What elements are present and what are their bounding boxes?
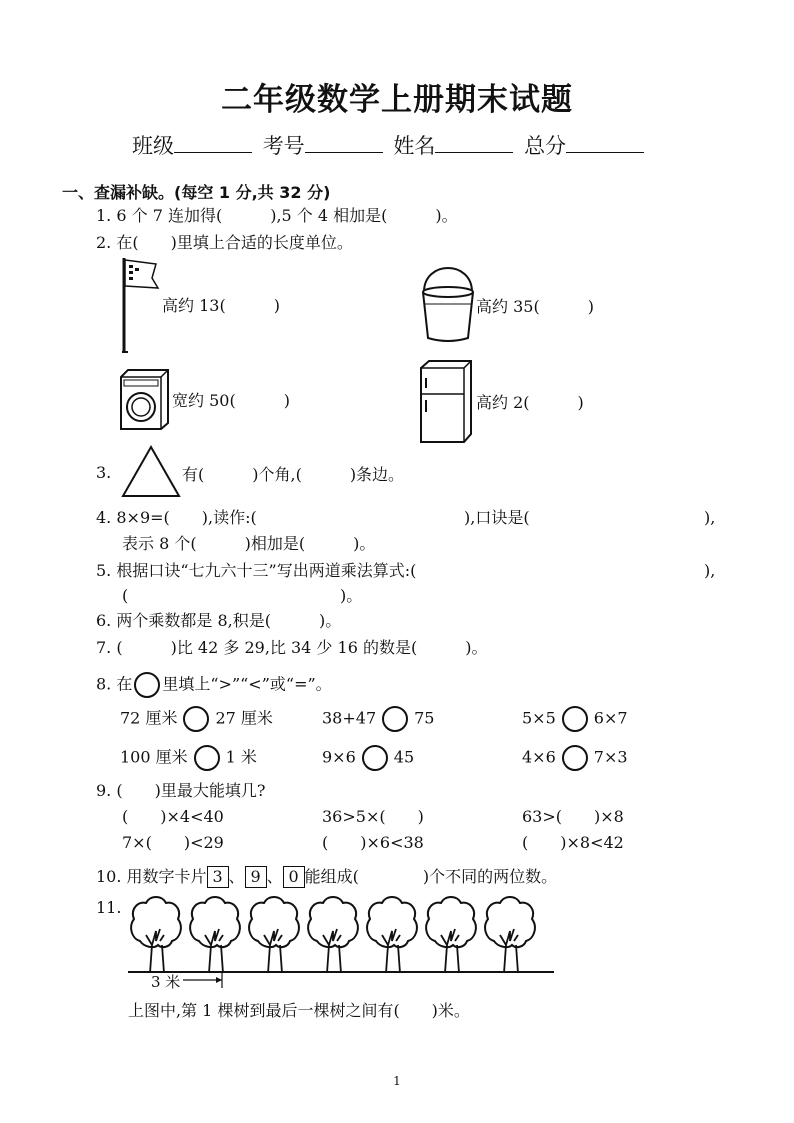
question-7: 7. ( )比 42 多 29,比 34 少 16 的数是( )。	[96, 638, 488, 657]
q9-item: ( )×6<38	[322, 833, 424, 852]
compare-item: 38+47 75	[322, 706, 434, 732]
question-8-part-a: 8. 在	[96, 674, 133, 694]
question-5-part-a: 5. 根据口诀“七九六十三”写出两道乘法算式:(	[96, 561, 417, 580]
id-label: 考号	[262, 134, 305, 158]
compare-circle[interactable]	[382, 706, 408, 732]
name-label: 姓名	[393, 134, 436, 158]
page-number: 1	[393, 1074, 401, 1088]
question-4-part-a: 4. 8×9=( ),读作:(	[96, 508, 257, 527]
q9-item: 36>5×( )	[322, 807, 424, 826]
fridge-height-question: 高约 2( )	[476, 393, 584, 412]
question-4-part-b: ),口诀是(	[464, 508, 530, 527]
washer-width-question: 宽约 50( )	[172, 391, 290, 410]
question-4-line-2: 表示 8 个( )相加是( )。	[122, 534, 376, 553]
section-heading: 一、查漏补缺。(每空 1 分,共 32 分)	[62, 183, 331, 202]
question-3: 有( )个角,( )条边。	[182, 465, 405, 484]
name-blank[interactable]	[435, 134, 513, 153]
compare-item: 72 厘米 27 厘米	[120, 706, 273, 732]
question-5-part-b: ),	[704, 561, 716, 580]
compare-item: 100 厘米 1 米	[120, 745, 257, 771]
student-info-line	[132, 130, 648, 160]
question-11-number: 11.	[96, 898, 122, 917]
flag-image	[118, 256, 162, 354]
page-title: 二年级数学上册期末试题	[221, 82, 573, 118]
tree-icon	[367, 897, 417, 973]
tree-icon	[485, 897, 535, 973]
question-10-part-a: 10. 用数字卡片	[96, 867, 207, 886]
compare-item: 4×6 7×3	[522, 745, 628, 771]
trees-diagram	[126, 893, 556, 993]
question-8	[96, 672, 332, 698]
washing-machine-image	[118, 367, 172, 431]
question-9: 9. ( )里最大能填几?	[96, 781, 266, 800]
class-label: 班级	[132, 134, 174, 158]
distance-label: 3 米	[148, 973, 183, 991]
compare-item: 5×5 6×7	[522, 706, 628, 732]
question-1: 1. 6 个 7 连加得( ),5 个 4 相加是( )。	[96, 206, 458, 225]
compare-circle[interactable]	[562, 745, 588, 771]
question-11: 上图中,第 1 棵树到最后一棵树之间有( )米。	[128, 1001, 470, 1020]
refrigerator-image	[418, 358, 474, 444]
tree-icon	[190, 897, 240, 973]
compare-item: 9×6 45	[322, 745, 414, 771]
number-card: 0	[283, 866, 305, 888]
q9-item: ( )×4<40	[122, 807, 224, 826]
total-blank[interactable]	[566, 134, 644, 153]
flag-height-question: 高约 13( )	[162, 296, 280, 315]
question-2: 2. 在( )里填上合适的长度单位。	[96, 233, 353, 252]
question-6: 6. 两个乘数都是 8,积是( )。	[96, 611, 342, 630]
tree-icon	[308, 897, 358, 973]
question-3-number: 3.	[96, 463, 112, 482]
tree-icon	[426, 897, 476, 973]
question-5-line-2-close: )。	[340, 586, 363, 605]
compare-circle[interactable]	[362, 745, 388, 771]
q9-item: 63>( )×8	[522, 807, 624, 826]
bucket-height-question: 高约 35( )	[476, 297, 594, 316]
total-label: 总分	[524, 134, 567, 158]
question-8-part-b: 里填上“>”“<”或“=”。	[162, 674, 332, 694]
class-blank[interactable]	[174, 134, 252, 153]
number-card: 3	[207, 866, 229, 888]
compare-circle[interactable]	[562, 706, 588, 732]
bucket-image	[418, 262, 478, 344]
tree-icon	[131, 897, 181, 973]
circle-icon	[134, 672, 160, 698]
question-4-part-c: ),	[704, 508, 716, 527]
triangle-image	[120, 444, 182, 498]
number-card: 9	[245, 866, 267, 888]
compare-circle[interactable]	[194, 745, 220, 771]
q9-item: ( )×8<42	[522, 833, 624, 852]
id-blank[interactable]	[305, 134, 383, 153]
tree-icon	[249, 897, 299, 973]
question-10: 10. 用数字卡片 3 、 9 、 0 能组成( )个不同的两位数。	[96, 867, 558, 886]
q9-item: 7×( )<29	[122, 833, 224, 852]
question-5-line-2-open: (	[122, 586, 129, 605]
question-10-part-b: 能组成( )个不同的两位数。	[304, 867, 558, 886]
compare-circle[interactable]	[183, 706, 209, 732]
